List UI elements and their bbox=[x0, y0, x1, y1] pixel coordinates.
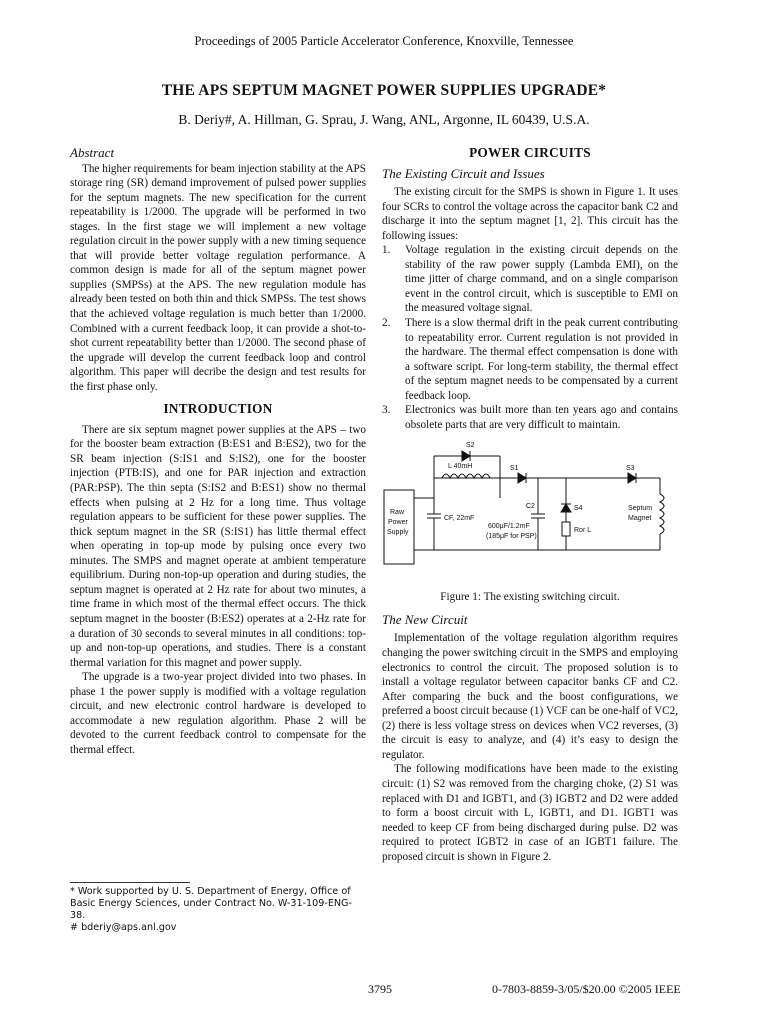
label-c2-psp: (185μF for PSP) bbox=[486, 533, 537, 541]
copyright-line: 0-7803-8859-3/05/$20.00 ©2005 IEEE bbox=[492, 982, 681, 996]
scr-s3 bbox=[628, 473, 636, 483]
label-s4: S4 bbox=[574, 505, 583, 513]
label-supply: Supply bbox=[387, 529, 409, 537]
abstract-heading: Abstract bbox=[70, 145, 115, 160]
label-raw: Raw bbox=[390, 509, 405, 517]
label-power: Power bbox=[388, 519, 408, 527]
resistor-r bbox=[562, 522, 570, 536]
circuit-schematic bbox=[382, 438, 678, 588]
raw-power-supply-box bbox=[384, 490, 414, 564]
label-septum: Septum bbox=[628, 505, 653, 513]
scr-s1 bbox=[518, 473, 526, 483]
new-circuit-paragraph-1: Implementation of the voltage regulation algorithm requires changing the power switching circuit in the SMPS and employing electronics to control the circuit. The proposed solution is to install a voltage regulator between capacitor banks CF and C2. After comparing the buck and the boost configurations, we preferred a boost circuit because (1) VCF can be one-half of VC2, (2) there is less voltage stress on devices when VC2 reverses, (3) the circuit is easy to analyze, and (4) it’s easy to design the regulator. bbox=[382, 632, 678, 761]
conference-header: Proceedings of 2005 Particle Accelerator Conference, Knoxville, Tennessee bbox=[194, 34, 574, 48]
introduction-paragraph-1: There are six septum magnet power supplies at the APS – two for the booster beam extraction (B:ES1 and B:ES2), two for the SR beam injection (S:IS1 and S:IS2), one for the booster injection (PTB:IS), and one for PAR injection and extraction (PAR:PSP). The thin septa (S:IS2 and B:ES1) show no thermal effects when pulsing at 2 Hz for a long time. Thus voltage regulation appears to be sufficient for these power supplies. The thick septum magnet in the SR (S:IS1) has little thermal effect when operating in top-up mode by pulsing once every two minutes. The SMPS and magnet operate at ambient temperature equilibrium. During non-top-up operation and during studies, the septum magnet is operated at 2 Hz rate for about two minutes, a time frame in which most of the thermal effect occurs. The thick septum magnet in the booster (B:ES2) operates at a 2-Hz rate for a duration of 30 seconds to several minutes in all conditions: top-up and non-top-up operations, and studies. There is a constant thermal variation for this magnet and power supply. bbox=[70, 423, 366, 669]
new-circuit-heading: The New Circuit bbox=[382, 611, 468, 627]
issues-list bbox=[382, 243, 678, 432]
label-s2: S2 bbox=[466, 442, 475, 450]
list-item: 1. Voltage regulation in the existing circuit depends on the stability of the raw power supply (Lambda EMI), on the time jitter of charge command, and on a single comparison event in the control circuit, which is susceptible to EMI on the measured voltage signal. bbox=[382, 244, 678, 315]
label-c2-value: 600μF/1.2mF bbox=[488, 523, 530, 531]
inductor-l bbox=[442, 474, 490, 478]
author-line: B. Deriy#, A. Hillman, G. Sprau, J. Wang, ANL, Argonne, IL 60439, U.S.A. bbox=[178, 112, 590, 127]
label-r: Ror L bbox=[574, 527, 592, 535]
footnotes bbox=[70, 882, 366, 934]
scr-s2 bbox=[462, 451, 470, 461]
list-item: 3. Electronics was built more than ten years ago and contains obsolete parts that are very difficult to maintain. bbox=[382, 404, 678, 431]
list-item: 2. There is a slow thermal drift in the peak current contributing to repeatability error. Current regulation is not provided in the hardware. The thermal effect compensation is done with a software script. For long-term stability, the thermal effect of the septum magnet needs to be compensated by a current feedback loop. bbox=[382, 317, 678, 402]
label-s1: S1 bbox=[510, 465, 519, 473]
label-cf: CF, 22mF bbox=[444, 515, 475, 523]
figure-1-caption: Figure 1: The existing switching circuit. bbox=[440, 591, 620, 604]
label-c2: C2 bbox=[526, 503, 535, 511]
scr-s4 bbox=[561, 504, 571, 512]
left-column bbox=[70, 146, 366, 757]
label-magnet: Magnet bbox=[628, 515, 652, 523]
septum-magnet-coil bbox=[660, 494, 664, 534]
page-number: 3795 bbox=[368, 982, 392, 996]
paper-title: THE APS SEPTUM MAGNET POWER SUPPLIES UPGRADE* bbox=[161, 82, 607, 99]
introduction-paragraph-2: The upgrade is a two-year project divided into two phases. In phase 1 the power supply is modified with a voltage regulation circuit, and new electronic control hardware is developed to accommodate a new regulation algorithm. Phase 2 will be devoted to the current feedback control to compensate for the thermal effect. bbox=[70, 671, 366, 756]
footnote-funding: * Work supported by U. S. Department of Energy, Office of Basic Energy Sciences, under Contract No. W-31-109-ENG-38. bbox=[70, 886, 352, 921]
figure-1-circuit-diagram bbox=[382, 438, 678, 588]
label-s3: S3 bbox=[626, 465, 635, 473]
abstract-text: The higher requirements for beam injection stability at the APS storage ring (SR) demand improvement of pulsed power supplies for the septum magnets. The new specification for the current repeatability is 1/2000. The upgrade will be performed in two stages. In the first stage we will implement a new voltage regulation circuit in the power supply with a new timing sequence that will provide better voltage regulation performance. A common design is made for all of the septum magnet power supplies (SMPSs) at the APS. The new regulation module has already been tested on both thin and thick SMPSs. The test shows that the achieved voltage regulation is much better than 1/2000. Combined with a current feedback loop, it can provide a shot-to-shot current repeatability better than 1/2000. The second phase of the upgrade will develop the current feedback loop and control algorithm. This paper will decribe the design and test results for the first phase only. bbox=[70, 162, 366, 393]
footnote-email: # bderiy@aps.anl.gov bbox=[70, 922, 177, 933]
power-circuits-heading: POWER CIRCUITS bbox=[469, 145, 591, 160]
introduction-heading: INTRODUCTION bbox=[163, 401, 273, 417]
right-column bbox=[382, 146, 678, 864]
footnote-rule bbox=[70, 882, 190, 883]
label-inductor: L 40mH bbox=[448, 463, 473, 471]
existing-circuit-heading: The Existing Circuit and Issues bbox=[382, 165, 545, 181]
new-circuit-paragraph-2: The following modifications have been made to the existing circuit: (1) S2 was removed from the charging choke, (2) S1 was replaced with D1 and IGBT1, and (3) IGBT2 and D2 were added to form a boost circuit with L, IGBT1, and D1. IGBT1 was needed to keep CF from being discharged during pulse. D2 was required to protect IGBT2 in case of an IGBT1 failure. The proposed circuit is shown in Figure 2. bbox=[382, 763, 678, 863]
existing-circuit-paragraph: The existing circuit for the SMPS is shown in Figure 1. It uses four SCRs to control the voltage across the capacitor bank C2 and discharge it into the septum magnet [1, 2]. This circuit has the following issues: bbox=[382, 186, 678, 242]
